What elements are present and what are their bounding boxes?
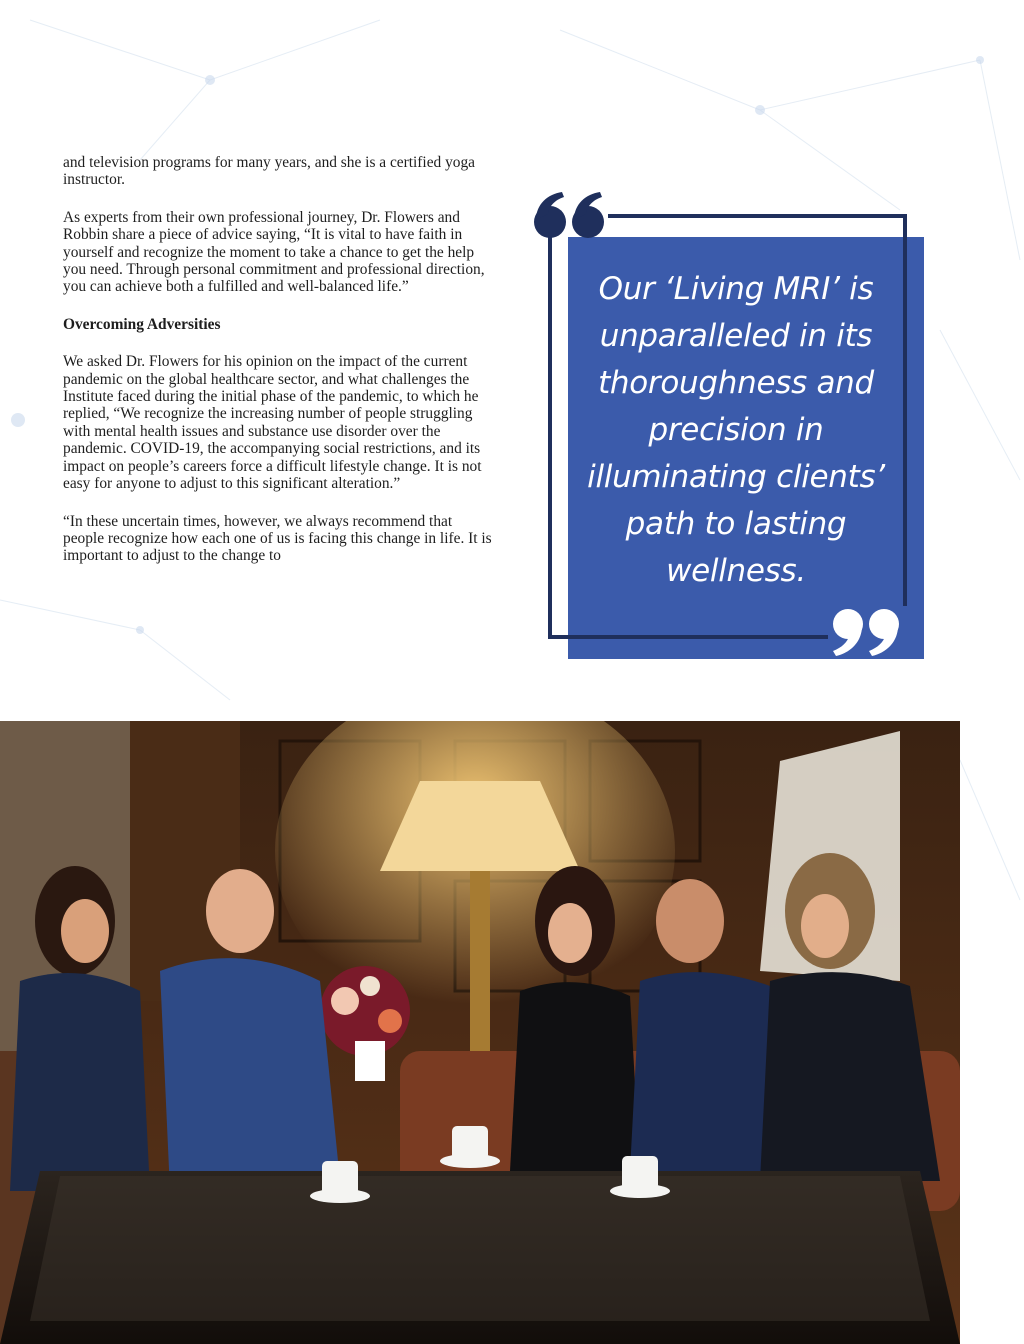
section-heading: Overcoming Adversities <box>63 315 221 333</box>
group-meeting-photo <box>0 721 960 1344</box>
article-paragraph: As experts from their own professional journey, Dr. Flowers and Robbin share a piece of advice saying, “It is vital to have faith in yourself and recognize the moment to take a chance to get the help you need. Through personal commitment and professional direction, you can achieve both a fulfilled and well-balanced life.” <box>63 208 485 296</box>
pull-quote-text: Our ‘Living MRI’ is unparalleled in its thoroughness and precision in illuminating clients’ path to lasting wellness. <box>587 271 885 589</box>
article-paragraph: We asked Dr. Flowers for his opinion on the impact of the current pandemic on the global healthcare sector, and what challenges the Institute faced during the initial phase of the pandemic, to which he replied, “We recognize the increasing number of people struggling with mental health issues and substance use disorder over the pandemic. COVID-19, the accompanying social restrictions, and its impact on people’s careers force a difficult lifestyle change. It is not easy for anyone to adjust to this significant alteration.” <box>63 353 482 493</box>
article-body <box>63 154 495 585</box>
article-paragraph: “In these uncertain times, however, we always recommend that people recognize how each one of us is facing this change in life. It is important to adjust to the change to <box>63 512 492 565</box>
open-quote-icon <box>534 192 604 238</box>
article-paragraph: and television programs for many years, and she is a certified yoga instructor. <box>63 154 475 189</box>
